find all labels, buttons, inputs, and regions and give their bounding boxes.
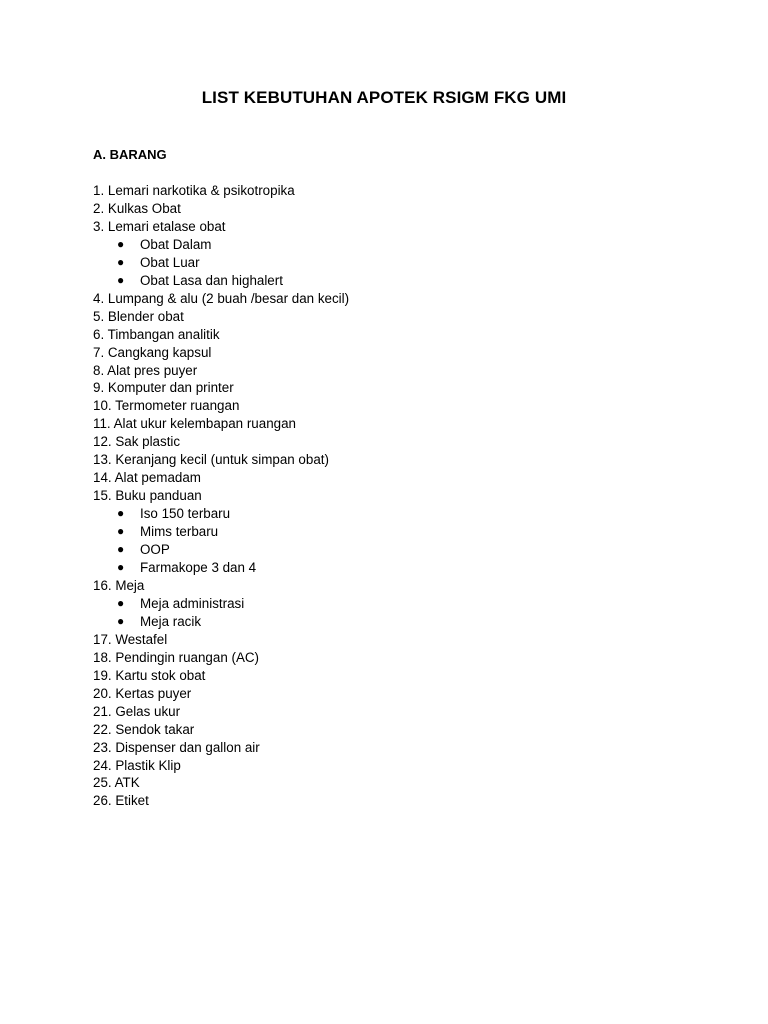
bullet-icon: ● bbox=[117, 595, 125, 610]
bullet-icon: ● bbox=[117, 613, 125, 628]
list-item-text: 26. Etiket bbox=[93, 793, 149, 809]
sub-list-item bbox=[93, 595, 349, 613]
sub-list bbox=[93, 505, 349, 577]
list-item bbox=[93, 433, 349, 451]
sub-list-container bbox=[93, 236, 349, 290]
list-item bbox=[93, 200, 349, 218]
list-item bbox=[93, 182, 349, 200]
list-item-text: 20. Kertas puyer bbox=[93, 685, 192, 701]
sub-list bbox=[93, 236, 349, 290]
list-item-text: 17. Westafel bbox=[93, 631, 168, 647]
list-item-text: 9. Komputer dan printer bbox=[93, 380, 234, 396]
list-item-text: 7. Cangkang kapsul bbox=[93, 344, 212, 360]
list-item-text: 14. Alat pemadam bbox=[93, 470, 201, 486]
sub-list-item bbox=[93, 505, 349, 523]
sub-list-item bbox=[93, 272, 349, 290]
item-list bbox=[93, 182, 349, 810]
list-item bbox=[93, 451, 349, 469]
list-item bbox=[93, 379, 349, 397]
list-item-text: 5. Blender obat bbox=[93, 308, 184, 324]
list-item bbox=[93, 469, 349, 487]
list-item bbox=[93, 344, 349, 362]
bullet-icon: ● bbox=[117, 236, 125, 251]
sub-list-item-text: Obat Dalam bbox=[140, 236, 212, 252]
list-item-text: 3. Lemari etalase obat bbox=[93, 218, 226, 234]
sub-list-item bbox=[93, 613, 349, 631]
sub-list-item-text: Iso 150 terbaru bbox=[140, 506, 231, 522]
list-item bbox=[93, 326, 349, 344]
list-item bbox=[93, 218, 349, 236]
list-item bbox=[93, 774, 349, 792]
list-item bbox=[93, 667, 349, 685]
page-title: LIST KEBUTUHAN APOTEK RSIGM FKG UMI bbox=[201, 88, 567, 107]
list-item bbox=[93, 487, 349, 505]
sub-list-item-text: Obat Luar bbox=[140, 254, 200, 270]
list-item-text: 22. Sendok takar bbox=[93, 721, 195, 737]
list-item-text: 24. Plastik Klip bbox=[93, 757, 181, 773]
list-item-text: 13. Keranjang kecil (untuk simpan obat) bbox=[93, 452, 329, 468]
list-item-text: 19. Kartu stok obat bbox=[93, 667, 206, 683]
list-item-text: 6. Timbangan analitik bbox=[93, 326, 220, 342]
bullet-icon: ● bbox=[117, 560, 125, 575]
bullet-icon: ● bbox=[117, 542, 125, 557]
list-item-text: 15. Buku panduan bbox=[93, 488, 202, 504]
sub-list-container bbox=[93, 505, 349, 577]
list-item bbox=[93, 415, 349, 433]
list-item-text: 2. Kulkas Obat bbox=[93, 200, 181, 216]
sub-list-item bbox=[93, 559, 349, 577]
sub-list-item-text: Mims terbaru bbox=[140, 524, 219, 540]
bullet-icon: ● bbox=[117, 506, 125, 521]
list-item-text: 1. Lemari narkotika & psikotropika bbox=[93, 183, 295, 198]
list-item bbox=[93, 290, 349, 308]
list-item bbox=[93, 649, 349, 667]
list-item-text: 12. Sak plastic bbox=[93, 434, 181, 450]
list-item bbox=[93, 721, 349, 739]
list-item bbox=[93, 631, 349, 649]
bullet-icon: ● bbox=[117, 524, 125, 539]
list-item bbox=[93, 739, 349, 757]
section-heading: A. BARANG bbox=[93, 147, 167, 162]
list-item-text: 4. Lumpang & alu (2 buah /besar dan kecil) bbox=[93, 290, 350, 306]
list-item bbox=[93, 703, 349, 721]
list-item-text: 21. Gelas ukur bbox=[93, 703, 181, 719]
list-item-text: 8. Alat pres puyer bbox=[93, 362, 198, 378]
sub-list-item-text: Meja racik bbox=[140, 613, 202, 629]
sub-list-item-text: OOP bbox=[140, 542, 170, 558]
list-item-text: 23. Dispenser dan gallon air bbox=[93, 739, 260, 755]
bullet-icon: ● bbox=[117, 272, 125, 287]
list-item bbox=[93, 685, 349, 703]
bullet-icon: ● bbox=[117, 254, 125, 269]
sub-list-item-text: Meja administrasi bbox=[140, 595, 245, 611]
list-item-text: 16. Meja bbox=[93, 577, 145, 593]
sub-list-item bbox=[93, 523, 349, 541]
sub-list-item bbox=[93, 541, 349, 559]
sub-list-item bbox=[93, 236, 349, 254]
list-item-text: 18. Pendingin ruangan (AC) bbox=[93, 649, 260, 665]
sub-list bbox=[93, 595, 349, 631]
list-item bbox=[93, 397, 349, 415]
list-item-text: 10. Termometer ruangan bbox=[93, 398, 240, 414]
list-item-text: 25. ATK bbox=[93, 775, 140, 791]
sub-list-container bbox=[93, 595, 349, 631]
sub-list-item-text: Farmakope 3 dan 4 bbox=[140, 560, 257, 576]
list-item bbox=[93, 308, 349, 326]
list-item bbox=[93, 577, 349, 595]
list-item bbox=[93, 757, 349, 775]
list-item-text: 11. Alat ukur kelembapan ruangan bbox=[93, 416, 296, 432]
list-item bbox=[93, 792, 349, 810]
sub-list-item bbox=[93, 254, 349, 272]
list-item bbox=[93, 362, 349, 380]
sub-list-item-text: Obat Lasa dan highalert bbox=[140, 272, 283, 288]
